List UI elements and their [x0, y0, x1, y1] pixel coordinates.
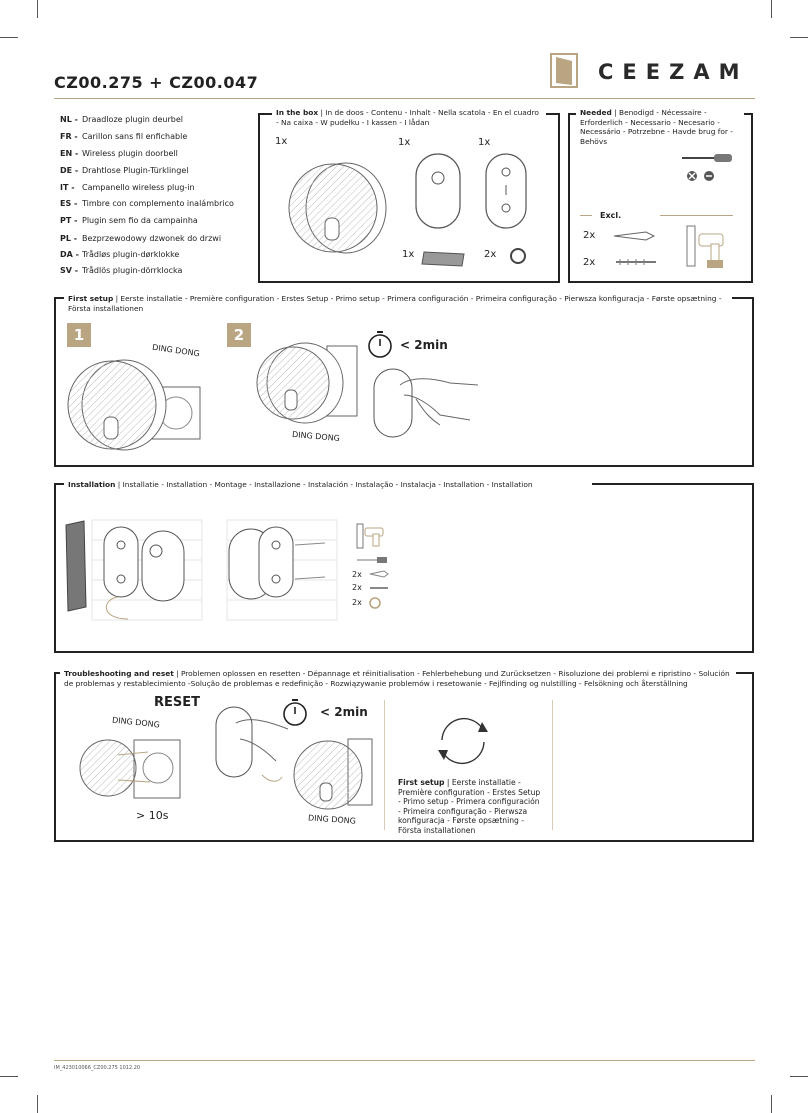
time-label: < 2min: [320, 705, 368, 719]
ding-dong-label: DING DONG: [111, 715, 161, 730]
screws-qty: 2x: [352, 583, 362, 592]
section-divider: [552, 700, 553, 830]
in-the-box-header: In the box | In de doos - Contenu - Inhalt - Nella scatola - En el cuadro - Na caixa - W pudełku - I kassen - I lådan: [272, 108, 546, 127]
reset-label: RESET: [154, 695, 201, 710]
lang-item: FR - Carillon sans fil enfichable: [60, 132, 188, 141]
mount-with-tape-icon: [62, 515, 212, 625]
lang-item: EN - Wireless plugin doorbell: [60, 149, 178, 158]
chime-icon: [288, 158, 388, 258]
drill-icon: [685, 224, 735, 272]
first-setup-header: First setup | Eerste installatie - Première configuration - Erstes Setup - Primo setup - Primera configuración - Primeira configuração - Pierwsza konfiguracja - Første opsætning - Första installationen: [64, 294, 732, 313]
brand-name: CEEZAM: [598, 60, 749, 84]
crop-mark: [771, 0, 772, 18]
rings-qty: 2x: [352, 598, 362, 607]
chime-in-socket-icon: [292, 735, 376, 815]
excl-rule: [580, 215, 592, 216]
header-rule: [54, 98, 755, 99]
ding-dong-label: DING DONG: [307, 813, 357, 826]
screwdriver-icon: [680, 152, 736, 182]
lang-item: PL - Bezprzewodowy dzwonek do drzwi: [60, 234, 222, 243]
model-title: CZ00.275 + CZ00.047: [54, 73, 259, 92]
lang-item: DE - Drahtlose Plugin-Türklingel: [60, 166, 189, 175]
bracket-icon: [484, 152, 528, 230]
first-setup-note: First setup | Eerste installatie - Première configuration - Erstes Setup - Primo setup - Primera configuración - Primeira configuração - Pierwsza konfiguracja - Første opsætning - Första installationen: [394, 778, 547, 835]
ding-dong-label: DING DONG: [151, 342, 201, 359]
chime-in-socket-icon: [78, 730, 188, 808]
crop-mark: [0, 1076, 18, 1077]
hold-time-label: > 10s: [136, 809, 169, 822]
installation-header: Installation | Installatie - Installation - Montage - Installazione - Instalación - Instalação - Instalacja - Installation - Installation: [64, 480, 592, 490]
footer-code: IM_423010066_CZ00.275 1012.20: [54, 1065, 141, 1071]
time-label: < 2min: [400, 338, 448, 352]
lang-item: IT - Campanello wireless plug-in: [60, 183, 195, 192]
footer-rule: [54, 1060, 755, 1061]
chime-qty: 1x: [275, 136, 288, 147]
step-1-badge: 1: [67, 323, 91, 347]
crop-mark: [790, 37, 808, 38]
lang-item: DA - Trådløs plugin-dørklokke: [60, 250, 180, 259]
crop-mark: [0, 37, 18, 38]
sync-arrows-icon: [430, 710, 496, 770]
rings-qty: 2x: [484, 249, 497, 260]
screwdriver-icon: [355, 555, 389, 565]
crop-mark: [771, 1095, 772, 1113]
hand-press-button-icon: [212, 705, 292, 790]
adhesive-tape-icon: [420, 250, 466, 268]
mount-with-screws-icon: [225, 515, 345, 625]
crop-mark: [37, 0, 38, 18]
stopwatch-icon: [282, 698, 310, 728]
drill-icon: [355, 522, 389, 550]
troubleshooting-header: Troubleshooting and reset | Problemen oplossen en resetten - Dépannage et réinitialisation - Fehlerbehebung und Zurücksetzen - Risoluzione dei problemi e ripristino - Solución de problemas y restablecimiento -Solução de problemas e redefinição - Rozwiązywanie problemów i resetowanie - Fejlfinding og nulstilling - Felsökning och återställning: [60, 669, 736, 688]
bracket-qty: 1x: [478, 137, 491, 148]
step-2-badge: 2: [227, 323, 251, 347]
ceezam-logo-icon: [550, 53, 580, 89]
button-qty: 1x: [398, 137, 411, 148]
section-divider: [384, 700, 385, 830]
needed-header: Needed | Benodigd - Nécessaire - Erforderlich - Necessario - Necesario - Necessário - Potrzebne - Havde brug for - Behövs: [576, 108, 744, 146]
ding-dong-label: DING DONG: [291, 429, 341, 444]
stopwatch-icon: [367, 330, 395, 360]
ring-icon: [508, 246, 528, 266]
crop-mark: [790, 1076, 808, 1077]
crop-mark: [37, 1095, 38, 1113]
lang-item: ES - Timbre con complemento inalámbrico: [60, 199, 234, 208]
wall-plug-icon: [612, 226, 658, 270]
lang-item: PT - Plugin sem fio da campainha: [60, 216, 198, 225]
lang-item: SV - Trådlös plugin-dörrklocka: [60, 266, 183, 275]
chime-in-socket-icon: [64, 355, 214, 455]
wall-plug-icon: [368, 570, 390, 578]
screw-icon: [368, 584, 390, 592]
plugs-qty: 2x: [352, 570, 362, 579]
excl-rule: [660, 215, 733, 216]
lang-item: NL - Draadloze plugin deurbel: [60, 115, 183, 124]
ring-icon: [368, 596, 382, 610]
excl-label: Excl.: [600, 211, 622, 220]
chime-in-socket-icon: [255, 338, 360, 433]
tape-qty: 1x: [402, 249, 415, 260]
push-button-icon: [414, 152, 462, 230]
hand-press-button-icon: [370, 365, 480, 440]
plugs-qty: 2x: [583, 230, 596, 241]
screws-qty: 2x: [583, 257, 596, 268]
